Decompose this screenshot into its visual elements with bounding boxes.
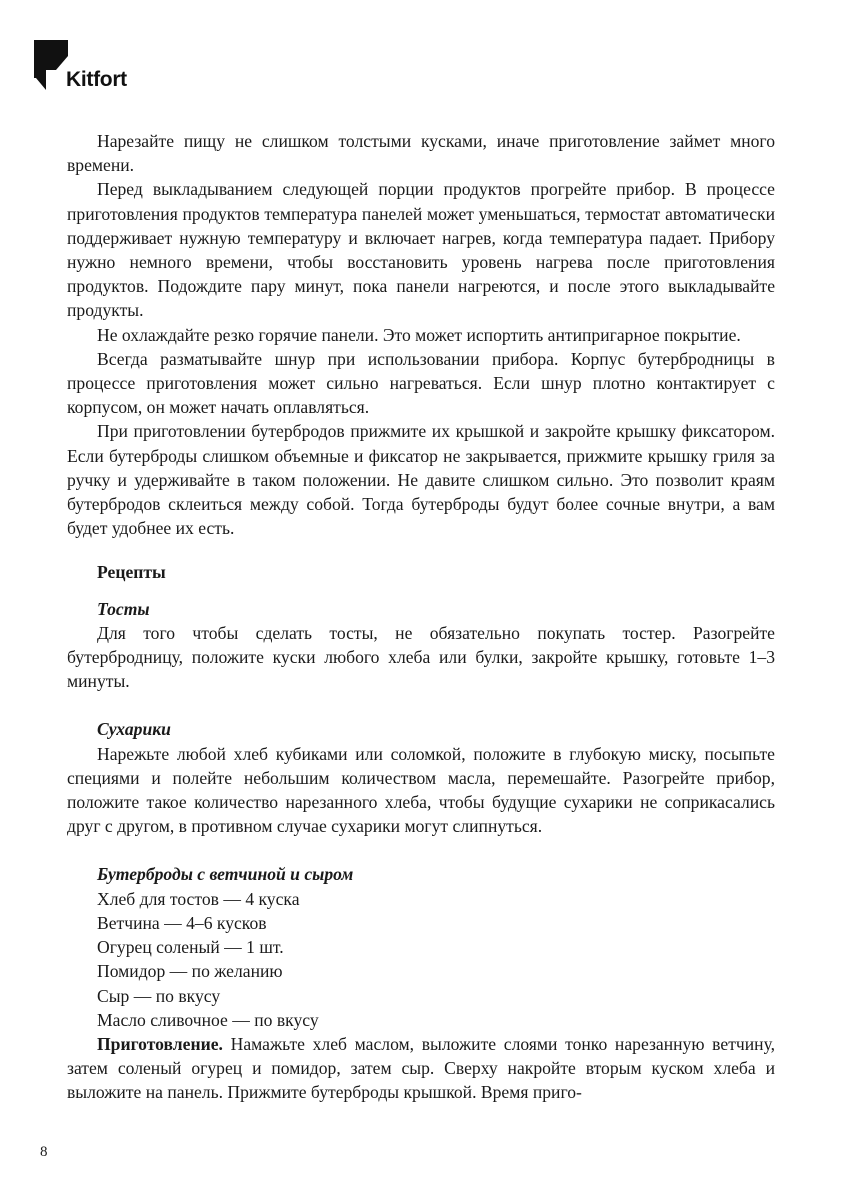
preparation-text: Намажьте хлеб маслом, выложите слоями тонко нарезанную ветчину, затем соленый огурец и помидор, затем сыр. Сверху накройте вторым куском хлеба и выложите на панель. Прижмите бутерброды крышкой. Время приго- (67, 1033, 775, 1103)
paragraph: Всегда разматывайте шнур при использовании прибора. Корпус бутербродницы в процессе приготовления может сильно нагреваться. Если шнур плотно контактирует с корпусом, он может начать оплавляться. (67, 348, 775, 418)
preparation-label: Приготовление. (97, 1033, 223, 1054)
recipe-title-sandwiches: Бутерброды с ветчиной и сыром (97, 864, 354, 885)
page-number: 8 (40, 1144, 48, 1160)
paragraph: Перед выкладыванием следующей порции продуктов прогрейте прибор. В процессе приготовления продуктов температура панелей может уменьшаться, термостат автоматически поддерживает нужную температуру и включает нагрев, когда температура падает. Прибору нужно немного времени, чтобы восстановить уровень нагрева после приготовления продуктов. Подождите пару минут, пока панели нагреются, и после этого выкладывайте продукты. (67, 179, 775, 321)
recipe-title-toasts: Тосты (97, 598, 150, 619)
ingredient-item: Помидор — по желанию (97, 961, 283, 982)
paragraph: Нарезайте пищу не слишком толстыми кусками, иначе приготовление займет много времени. (67, 131, 775, 176)
paragraph: Не охлаждайте резко горячие панели. Это может испортить антипригарное покрытие. (97, 324, 741, 345)
section-heading-recipes: Рецепты (97, 562, 166, 583)
brand-name: Kitfort (66, 68, 127, 91)
recipe-text-croutons: Нарежьте любой хлеб кубиками или соломкой, положите в глубокую миску, посыпьте специями и полейте небольшим количеством масла, перемешайте. Разогрейте прибор, положите такое количество нарезанного хлеба, чтобы будущие сухарики не соприкасались друг с другом, в противном случае сухарики могут слипнуться. (67, 743, 775, 837)
paragraph: При приготовлении бутербродов прижмите их крышкой и закройте крышку фиксатором. Если бутерброды слишком объемные и фиксатор не закрывается, прижмите крышку гриля за ручку и удерживайте в таком положении. Не давите слишком сильно. Это позволит краям бутербродов склеиться между собой. Тогда бутерброды будут более сочные внутри, а вам будет удобнее их есть. (67, 421, 775, 539)
recipe-text-toasts: Для того чтобы сделать тосты, не обязательно покупать тостер. Разогрейте бутербродницу, положите куски любого хлеба или булки, закройте крышку, готовьте 1–3 минуты. (67, 622, 775, 692)
recipe-preparation (67, 1032, 775, 1105)
page-body (67, 129, 775, 1105)
ingredient-item: Огурец соленый — 1 шт. (97, 937, 284, 958)
ingredient-item: Масло сливочное — по вкусу (97, 1009, 319, 1030)
ingredient-item: Ветчина — 4–6 кусков (97, 912, 267, 933)
ingredient-item: Сыр — по вкусу (97, 985, 221, 1006)
ingredient-item: Хлеб для тостов — 4 куска (97, 888, 300, 909)
kitfort-logo (34, 40, 174, 96)
recipe-title-croutons: Сухарики (97, 719, 171, 740)
